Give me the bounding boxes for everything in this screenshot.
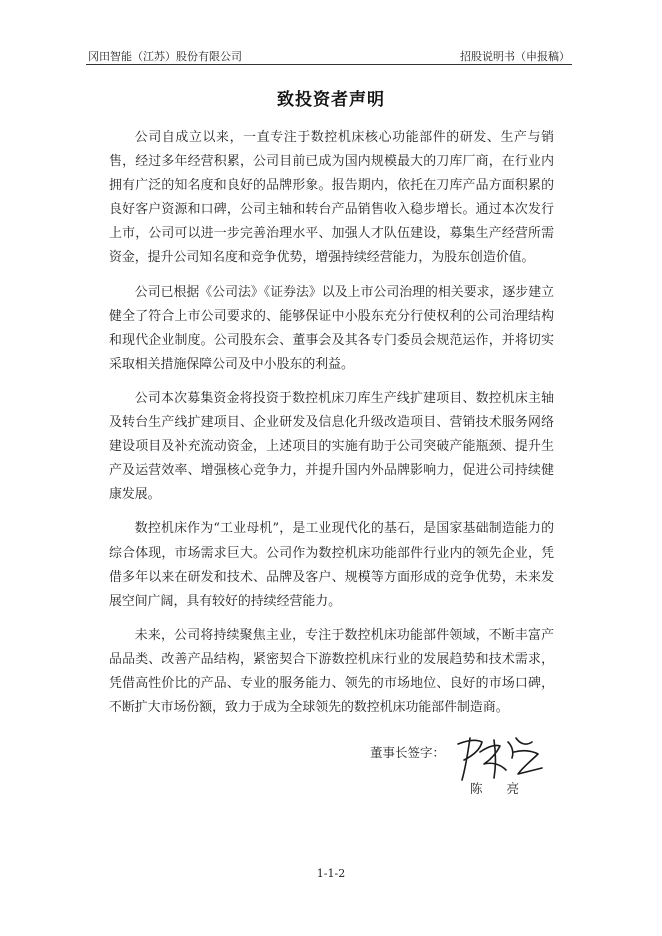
- signature-label: 董事长签字：: [370, 745, 446, 760]
- paragraph: 未来，公司将持续聚焦主业，专注于数控机床功能部件领域，不断丰富产品品类、改善产品结构，紧密契合下游数控机床行业的发展趋势和技术需求，凭借高性价比的产品、专业的服务能力、领先的市场地位、良好的市场口碑，不断扩大市场份额，致力于成为全球领先的数控机床功能部件制造商。: [109, 627, 554, 716]
- signatory-name: 陈 亮: [470, 781, 529, 796]
- page-number: 1-1-2: [316, 867, 346, 880]
- statement-body: [109, 126, 554, 730]
- paragraph: 公司本次募集资金将投资于数控机床刀库生产线扩建项目、数控机床主轴及转台生产线扩建项目、企业研发及信息化升级改造项目、营销技术服务网络建设项目及补充流动资金，上述项目的实施有助于公司突破产能瓶颈、提升生产及运营效率、增强核心竞争力，并提升国内外品牌影响力，促进公司持续健康发展。: [109, 390, 554, 503]
- paragraph: 数控机床作为“工业母机”，是工业现代化的基石，是国家基础制造能力的综合体现，市场需求巨大。公司作为数控机床功能部件行业内的领先企业，凭借多年以来在研发和技术、品牌及客户、规模等方面形成的竞争优势，未来发展空间广阔，具有较好的持续经营能力。: [109, 521, 554, 609]
- paragraph: 公司已根据《公司法》《证券法》以及上市公司治理的相关要求，逐步建立健全了符合上市公司要求的、能够保证中小股东充分行使权利的公司治理结构和现代企业制度。公司股东会、董事会及其各专门委员会规范运作，并将切实采取相关措施保障公司及中小股东的利益。: [109, 284, 554, 372]
- page-header: [86, 40, 572, 65]
- header-company-name: 冈田智能（江苏）股份有限公司: [88, 50, 242, 63]
- header-document-type: 招股说明书（申报稿）: [460, 50, 570, 63]
- page-title: 致投资者声明: [277, 90, 385, 110]
- handwritten-signature: [450, 730, 545, 782]
- paragraph: 公司自成立以来，一直专注于数控机床核心功能部件的研发、生产与销售，经过多年经营积累，公司目前已成为国内规模最大的刀库厂商，在行业内拥有广泛的知名度和良好的品牌形象。报告期内，依托在刀库产品方面积累的良好客户资源和口碑，公司主轴和转台产品销售收入稳步增长。通过本次发行上市，公司可以进一步完善治理水平、加强人才队伍建设，募集生产经营所需资金，提升公司知名度和竞争优势，增强持续经营能力，为股东创造价值。: [109, 130, 554, 266]
